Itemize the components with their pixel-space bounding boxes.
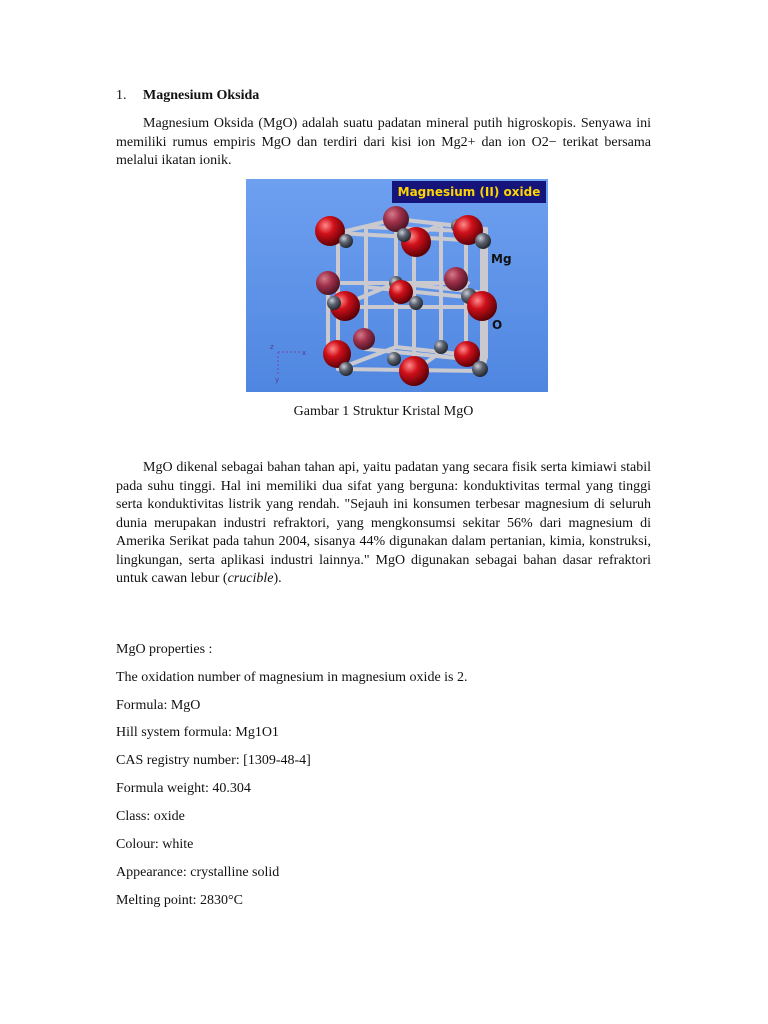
body-text-end: ). xyxy=(273,571,282,586)
magnesium-atom xyxy=(409,296,423,310)
section-heading xyxy=(116,86,259,106)
oxygen-atom xyxy=(389,280,413,304)
property-formula: Formula: MgO xyxy=(116,698,201,713)
figure-banner-text: Magnesium (II) oxide xyxy=(397,185,541,199)
axis-x-label: x xyxy=(302,349,307,357)
intro-paragraph xyxy=(116,115,651,171)
body-text-italic: crucible xyxy=(227,571,274,586)
oxygen-atom xyxy=(444,267,468,291)
figure-caption: Gambar 1 Struktur Kristal MgO xyxy=(293,404,474,419)
oxygen-atom xyxy=(353,328,375,350)
property-class: Class: oxide xyxy=(116,809,185,824)
body-text-start: MgO dikenal sebagai bahan tahan api, yaitu padatan yang secara fisik serta kimiawi stabil pada suhu tinggi. Hal ini memiliki dua sifat yang berguna: konduktivitas termal yang tinggi serta konduktivitas listrik yang rendah. "Sejauh ini konsumen terbesar magnesium di seluruh dunia merupakan industri refraktori, yang mengkonsumsi sekitar 56% dari magnesium di Amerika Serikat pada tahun 2004, sisanya 44% digunakan dalam pertanian, kimia, konstruksi, lingkungan, serta aplikasi industri lainnya." MgO digunakan sebagai bahan dasar refraktori untuk cawan lebur ( xyxy=(116,460,651,586)
mgo-crystal-figure xyxy=(246,179,548,392)
magnesium-atom xyxy=(339,362,353,376)
oxygen-atom xyxy=(399,356,429,386)
magnesium-atom xyxy=(472,361,488,377)
property-weight: Formula weight: 40.304 xyxy=(116,781,251,796)
crystal-structure-image xyxy=(246,179,548,392)
magnesium-atom xyxy=(434,340,448,354)
property-appearance: Appearance: crystalline solid xyxy=(116,865,280,880)
properties-header: MgO properties : xyxy=(116,642,213,657)
magnesium-atom xyxy=(397,228,411,242)
magnesium-atom xyxy=(327,296,341,310)
property-colour: Colour: white xyxy=(116,837,194,852)
axis-y-label: y xyxy=(275,376,280,384)
intro-text: Magnesium Oksida (MgO) adalah suatu padatan mineral putih higroskopis. Senyawa ini memiliki rumus empiris MgO dan terdiri dari kisi ion Mg2+ dan ion O2− terikat bersama melalui ikatan ionik. xyxy=(116,116,651,168)
axis-z-label: z xyxy=(270,343,274,351)
oxygen-atom xyxy=(316,271,340,295)
property-melting-point: Melting point: 2830°C xyxy=(116,893,243,908)
magnesium-atom xyxy=(475,233,491,249)
property-oxidation: The oxidation number of magnesium in magnesium oxide is 2. xyxy=(116,670,468,685)
magnesium-atom xyxy=(339,234,353,248)
oxygen-atom xyxy=(467,291,497,321)
property-cas: CAS registry number: [1309-48-4] xyxy=(116,753,311,768)
o-label: O xyxy=(492,318,503,332)
property-hill-formula: Hill system formula: Mg1O1 xyxy=(116,725,279,740)
section-title: Magnesium Oksida xyxy=(143,88,260,103)
mg-label: Mg xyxy=(491,252,512,266)
magnesium-atom xyxy=(387,352,401,366)
section-number: 1. xyxy=(116,88,127,103)
body-paragraph xyxy=(116,459,651,589)
